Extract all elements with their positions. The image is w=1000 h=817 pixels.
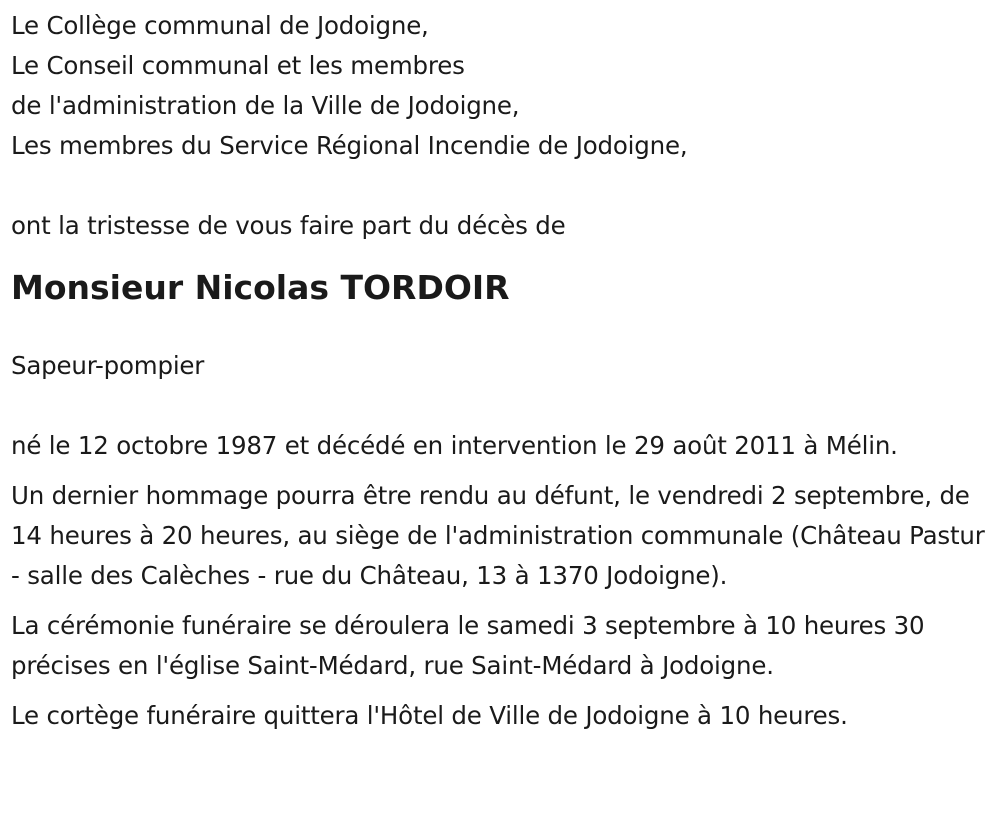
homage-paragraph: Un dernier hommage pourra être rendu au défunt, le vendredi 2 septembre, de 14 heures à 20 heures, au siège de l'administration communale (Château Pastur - salle des Calèches - rue du Château, 13 à 1370 Jodoigne). xyxy=(11,481,985,590)
profession-text: Sapeur-pompier xyxy=(11,351,205,380)
ceremony-paragraph: La cérémonie funéraire se déroulera le samedi 3 septembre à 10 heures 30 précises en l'église Saint-Médard, rue Saint-Médard à Jodoigne. xyxy=(11,611,925,680)
deceased-name: Monsieur Nicolas TORDOIR xyxy=(11,268,510,307)
header-line-administration: de l'administration de la Ville de Jodoigne, xyxy=(11,91,520,120)
birth-death-paragraph: né le 12 octobre 1987 et décédé en intervention le 29 août 2011 à Mélin. xyxy=(11,431,898,460)
procession-paragraph: Le cortège funéraire quittera l'Hôtel de Ville de Jodoigne à 10 heures. xyxy=(11,701,848,730)
header-line-fire-service: Les membres du Service Régional Incendie de Jodoigne, xyxy=(11,131,688,160)
spacer xyxy=(11,310,986,346)
spacer xyxy=(11,166,986,206)
header-line-council: Le Conseil communal et les membres xyxy=(11,51,465,80)
announcement-text: ont la tristesse de vous faire part du décès de xyxy=(11,211,566,240)
header-line-college: Le Collège communal de Jodoigne, xyxy=(11,11,429,40)
obituary-notice xyxy=(11,6,986,736)
spacer xyxy=(11,386,986,426)
